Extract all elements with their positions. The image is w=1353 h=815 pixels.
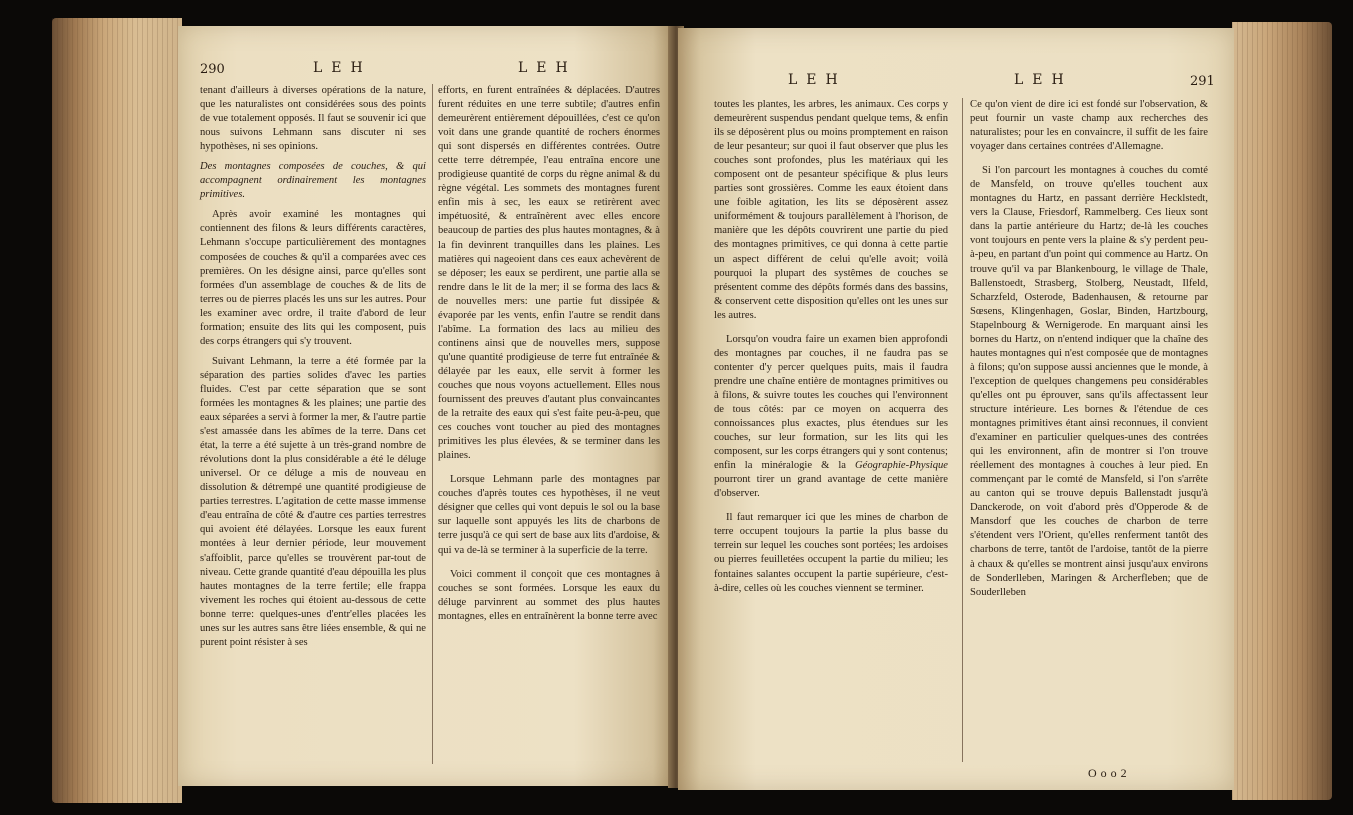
signature-mark: Ooo2 <box>1088 766 1131 780</box>
running-head-left-col1: LEH <box>313 60 372 76</box>
page-number-left: 290 <box>200 62 225 77</box>
running-head-right-col1: LEH <box>788 72 847 88</box>
paragraph: Si l'on parcourt les montagnes à couches du comté de Mansfeld, on trouve qu'elles touchent aux montagnes du Hartz, en passant derrière Hecklstedt, vers la Clause, Friesdorf, Rammelberg. Ces lieux sont dans la partie antérieure du Hartz; de-là les couches vont toujours en pente vers la plaine & s'y perdent peu-à-peu, en partant d'un point qui commence au Hartz. On trouve qu'il va par Blankenbourg, le village de Thale, Ballenstoedt, Strasberg, Stolberg, Neustadt, Ilfeld, Scharzfeld, Osterode, Badenhausen, & retourne par Sœsens, Klingenhagen, Goslar, Binden, Hartzbourg, Stapelnbourg & Wernigerode. En marquant ainsi les bornes du Hartz, on n'entend indiquer que la chaîne des hautes montagnes qui n'est composée que de montagnes à filons; qu'on suppose aussi anciennes que le monde, à l'exception de quelques changemens peu considérables qu'elles ont pu éprouver, sans qu'ils affectassent leur structure intérieure. Les bornes & l'étendue de ces montagnes primitives étant ainsi reconnues, il convient d'examiner en particulier quelques-unes des contrées qui les environnent, afin de montrer si l'on trouve réellement des montagnes à couches à leur pied. En commençant par le comté de Mansfeld, si l'on s'arrête au canton qui se trouve depuis Ballenstadt jusqu'à Danckerode, on voit d'abord près d'Opperode & de Mansdorf que les couches de charbon de terre s'étendent vers l'Orient, qu'elles renferment tantôt des charbons de terre, tantôt de l'ardoise, tantôt de la pierre à chaux & qu'elles se montrent ainsi jusqu'aux environs de Sonderlleben, Maringen & Archerfleben; que de Souderlleben <box>970 165 1208 598</box>
right-column-2 <box>970 98 1208 606</box>
paragraph: Après avoir examiné les montagnes qui contiennent des filons & leurs différents caractères, Lehmann s'occupe particulièrement des montagnes composées de couches & qu'il a comparées avec ces premières. On les désigne ainsi, parce qu'elles sont formées d'un assemblage de couches & de lits de terres ou de pierres placés les uns sur les autres. Pour les examiner avec ordre, il traite d'abord de leur formation; ensuite des lits qui les composent, puis des corps étrangers qui s'y trouvent. <box>200 209 426 347</box>
right-page-edges <box>1232 22 1332 800</box>
paragraph: tenant d'ailleurs à diverses opérations de la nature, que les naturalistes ont considérées sous des points de vue totalement opposés. Il faut se souvenir ici que nous suivons Lehmann sans discuter ni ses hypothèses, ni ses opinions. <box>200 85 426 153</box>
left-column-2 <box>438 84 660 630</box>
left-page-edges <box>52 18 182 803</box>
paragraph: Il faut remarquer ici que les mines de charbon de terre occupent toujours la partie la plus basse du terrein sur lequel les couches sont portées; les ardoises ou pierres feuilletées occupent la partie du milieu; les fontaines salantes occupent la partie supérieure, c'est-à-dire, celles où les couches viennent se terminer. <box>714 512 948 594</box>
left-page <box>178 26 673 786</box>
paragraph-text: Lorsqu'on voudra faire un examen bien approfondi des montagnes par couches, il ne faudra pas se contenter d'y percer quelques puits, mais il faudra prendre une chaîne entière de montagnes primitives ou à filons, & suivre toutes les couches qui l'environnent de tous côtés: par ce moyen on acquerra des connoissances plus exactes, plus étendues sur les couches, sur leur formation, sur les lits qui les composent, sur les corps étrangers qui y sont contenus; enfin la minéralogie & la <box>714 333 948 472</box>
column-rule <box>962 98 963 762</box>
left-column-1 <box>200 84 426 656</box>
column-rule <box>432 84 433 764</box>
section-heading: Des montagnes composées de couches, & qui accompagnent ordinairement les montagnes primitives. <box>200 161 426 201</box>
paragraph: Voici comment il conçoit que ces montagnes à couches se sont formées. Lorsque les eaux du déluge parvinrent au sommet des plus hautes montagnes, elles en entraînèrent la bonne terre avec <box>438 568 660 622</box>
paragraph: toutes les plantes, les arbres, les animaux. Ces corps y demeurèrent suspendus pendant quelque tems, & enfin ils se déposèrent plus ou moins promptement en raison de leur pesanteur; sur quoi il faut observer que plus les couches sont profondes, plus les matériaux qui les composent ont de pesanteur spécifique & plus leurs parties sont grossières. Comme les eaux étoient dans une foible agitation, les lits se déposèrent assez uniformément & toujours parallèlement à l'horison, de manière que les dépôts couvrirent une partie du pied des montagnes primitives, ce qui donna à cette partie un aspect différent de celui qu'elle avoit; voilà pourquoi la plupart des systêmes de couches se présentent comme des dépôts formés dans des bassins, & conservent cette disposition qu'elles ont les unes sur les autres. <box>714 99 948 321</box>
right-page <box>678 28 1234 790</box>
paragraph: Lorsque Lehmann parle des montagnes par couches d'après toutes ces hypothèses, il ne veut désigner que celles qui vont depuis le sol ou la base sur laquelle sont appuyés les lits de charbons de terre jusqu'à ce qui sert de base aux lits d'ardoise, & qui va de-là se terminer à la superficie de la terre. <box>438 474 660 556</box>
page-number-right: 291 <box>1190 74 1215 89</box>
paragraph-text: pourront tirer un grand avantage de cette manière d'observer. <box>714 474 948 500</box>
right-column-1 <box>714 98 948 602</box>
italic-title: Géographie-Physique <box>855 460 948 472</box>
running-head-right-col2: LEH <box>1014 72 1073 88</box>
running-head-left-col2: LEH <box>518 60 577 76</box>
paragraph <box>714 333 948 502</box>
paragraph: Suivant Lehmann, la terre a été formée par la séparation des parties solides d'avec les parties fluides. C'est par cette séparation que se sont formées les montagnes & les plaines; une partie des eaux séparées a servi à former la mer, & l'autre partie s'est amassée dans les abîmes de la terre. Dans cet état, la terre a été sujette à un très-grand nombre de révolutions dont la plus considérable a été le déluge universel. Or ce déluge a mis de nouveau en dissolution & détrempé une quantité prodigieuse de parties terrestres. L'agitation de cette masse immense d'eau entraîna de côté & d'autre ces parties terrestres qui avoient été délayées. Lorsque les eaux furent montées à leur dernier période, leur mouvement s'affoiblit, parce qu'elles se trouvèrent par-tout de niveau. Cette grande quantité d'eau dépouilla les plus hautes montagnes de la terre fertile; elle frappa vivement les roches qui étoient au-dessous de cette bonne terre: quelques-unes d'entr'elles placées les unes sur les autres sans être liées ensemble, & qui ne purent point résister à ses <box>200 355 426 648</box>
paragraph: efforts, en furent entraînées & déplacées. D'autres furent réduites en une terre subtile; d'autres enfin demeurèrent entièrement dépouillées, c'est ce qu'on voit dans une grande quantité de rochers énormes qui sont dispersés en différentes contrées. Outre cette terre détrempée, l'eau entraîna encore une prodigieuse quantité de corps du règne animal & du règne végétal. Les sommets des montagnes furent enfin mis à sec, les eaux se retirèrent avec impétuosité, & entraînèrent avec elles encore beaucoup de parties des plus hautes montagnes, & à la fin devinrent tranquilles dans les plaines. Les matières qui nageoient dans ces eaux achevèrent de se déposer; les eaux se perdirent, une partie alla se rendre dans le lit de la mer; il se forma des lacs & de nouvelles mers: une partie fut dissipée & évaporée par les vents, enfin l'autre se rendit dans l'abîme. La formation des lacs au milieu des continens ainsi que de nouvelles mers, suppose qu'une quantité prodigieuse de terre fut entraînée & délayée par les eaux, elle servit à former les couches que nous voyons actuellement. Elles nous fournissent des preuves d'autant plus convaincantes de la retraite des eaux qui s'est faite peu-à-peu, que ces couches vont toucher au pied des montagnes primitives les plus élevées, & se terminer dans les plaines. <box>438 85 660 462</box>
paragraph: Ce qu'on vient de dire ici est fondé sur l'observation, & peut fournir un vaste champ aux recherches des naturalistes; pour les en convaincre, il suffit de les faire voyager dans certaines contrées d'Allemagne. <box>970 99 1208 153</box>
